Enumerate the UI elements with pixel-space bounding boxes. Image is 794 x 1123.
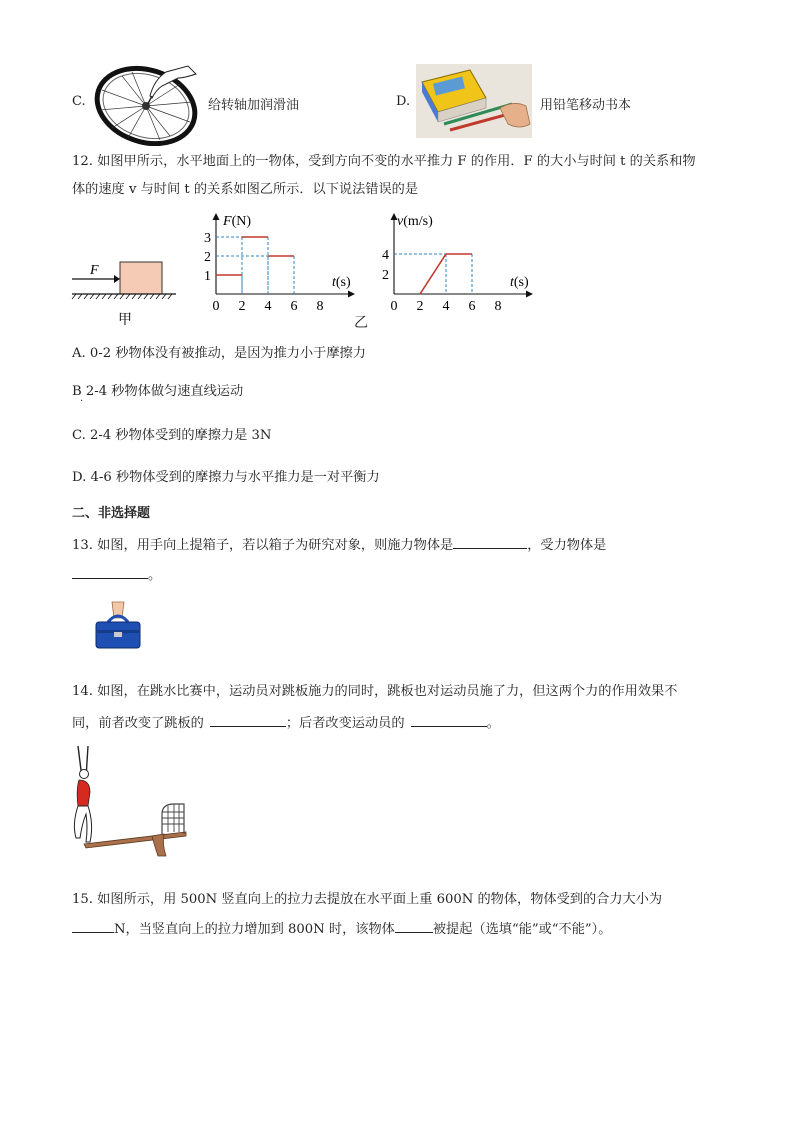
y-axis-var: F xyxy=(223,214,232,229)
q12-option-a: A. 0-2 秒物体没有被推动，是因为推力小于摩擦力 xyxy=(72,346,366,361)
y-axis-unit: (m/s) xyxy=(403,214,433,229)
x-axis-unit: (s) xyxy=(513,275,529,290)
x-tick-label: 0 xyxy=(390,299,398,314)
svg-text:v(m/s) xyxy=(397,214,433,229)
figure-jia-caption: 甲 xyxy=(118,313,132,328)
q12-option-c: C. 2-4 秒物体受到的摩擦力是 3N xyxy=(72,428,272,443)
svg-text:F(N) xyxy=(222,214,251,229)
q13-text-2: ，受力物体是 xyxy=(527,538,607,553)
q13-blank-2[interactable] xyxy=(72,564,148,579)
q13-blank-1[interactable] xyxy=(453,534,527,549)
pushed-box xyxy=(120,262,162,294)
option-d-text: 用铅笔移动书本 xyxy=(540,98,632,113)
q13-text-1: 13. 如图，用手向上提箱子，若以箱子为研究对象，则施力物体是 xyxy=(72,538,454,553)
bicycle-wheel-image xyxy=(92,60,204,146)
q15-text-2: 被提起（选填“能”或“不能”）。 xyxy=(432,922,612,937)
q15-line2 xyxy=(72,916,611,944)
q14-end: 。 xyxy=(486,716,500,731)
y-tick-label: 3 xyxy=(204,231,211,246)
x-tick-label: 2 xyxy=(238,299,246,314)
x-axis-var: t xyxy=(510,275,514,290)
velocity-time-chart xyxy=(374,208,544,316)
toolbox-hand-image xyxy=(92,600,144,654)
diver-springboard-image xyxy=(66,744,190,860)
q13-line1 xyxy=(72,532,606,560)
x-tick-label: 8 xyxy=(316,299,324,314)
section-title: 二、非选择题 xyxy=(72,506,151,521)
x-tick-label: 4 xyxy=(264,299,272,314)
q14-text-1: 同，前者改变了跳板的 xyxy=(72,716,204,731)
q15-blank-2[interactable] xyxy=(395,918,433,933)
stray-dot: · xyxy=(80,396,84,407)
x-tick-label: 4 xyxy=(442,299,450,314)
q15-blank-1[interactable] xyxy=(72,918,114,933)
q15-line1: 15. 如图所示，用 500N 竖直向上的拉力去提放在水平面上重 600N 的物体，物体受到的合力大小为 xyxy=(72,892,663,907)
option-d-letter: D. xyxy=(396,94,411,109)
q13-end: 。 xyxy=(148,568,162,583)
svg-text:t(s) xyxy=(510,275,529,290)
q14-blank-2[interactable] xyxy=(411,712,487,727)
q12-line2: 体的速度 v 与时间 t 的关系如图乙所示．以下说法错误的是 xyxy=(72,182,419,197)
figure-yi-caption: 乙 xyxy=(354,315,368,331)
y-tick-label: 2 xyxy=(204,250,211,265)
q14-line2 xyxy=(72,710,500,738)
y-axis-var: v xyxy=(397,214,404,229)
force-time-chart xyxy=(198,208,368,316)
q15-text-1: N，当竖直向上的拉力增加到 800N 时，该物体 xyxy=(114,922,395,937)
y-tick-label: 1 xyxy=(204,269,211,284)
y-tick-label: 2 xyxy=(382,268,389,283)
svg-text:t(s) xyxy=(332,275,351,290)
y-axis-unit: (N) xyxy=(231,214,251,229)
x-axis-var: t xyxy=(332,275,336,290)
pencil-book-image xyxy=(416,64,532,138)
q14-line1: 14. 如图，在跳水比赛中，运动员对跳板施力的同时，跳板也对运动员施了力，但这两个力的作用效果不 xyxy=(72,684,678,699)
x-tick-label: 0 xyxy=(212,299,220,314)
force-label: F xyxy=(90,263,99,278)
x-tick-label: 8 xyxy=(494,299,502,314)
x-tick-label: 6 xyxy=(468,299,476,314)
velocity-segment xyxy=(420,254,446,294)
q14-text-2: ；后者改变运动员的 xyxy=(285,716,405,731)
option-c-text: 给转轴加润滑油 xyxy=(208,98,300,113)
q12-option-b: B 2-4 秒物体做匀速直线运动 xyxy=(72,384,244,399)
figure-jia xyxy=(70,250,180,330)
x-tick-label: 6 xyxy=(290,299,298,314)
x-axis-unit: (s) xyxy=(335,275,351,290)
x-tick-label: 2 xyxy=(416,299,424,314)
q12-line1: 12. 如图甲所示，水平地面上的一物体，受到方向不变的水平推力 F 的作用．F 的大小与时间 t 的关系和物 xyxy=(72,154,696,169)
q13-line2 xyxy=(72,562,161,590)
q14-blank-1[interactable] xyxy=(210,712,286,727)
y-tick-label: 4 xyxy=(382,248,389,263)
option-c-letter: C. xyxy=(72,94,86,109)
q12-option-d: D. 4-6 秒物体受到的摩擦力与水平推力是一对平衡力 xyxy=(72,470,380,485)
